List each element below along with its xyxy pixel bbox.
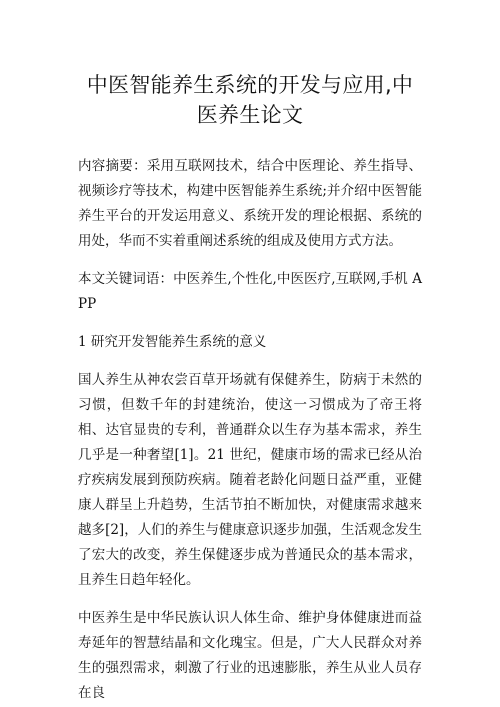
abstract-paragraph: 内容摘要：采用互联网技术，结合中医理论、养生指导、视频诊疗等技术，构建中医智能养生系统;并介绍中医智能养生平台的开发运用意义、系统开发的理论根据、系统的用处，华而不实着重阐述系统的组成及使用方式方法。	[78, 158, 422, 249]
body-paragraph-1: 国人养生从神农尝百草开场就有保健养生，防病于未然的习惯，但数千年的封建统治，使这一习惯成为了帝王将相、达官显贵的专利，普通群众以生存为基本需求，养生几乎是一种奢望[1]。21 世纪，健康市场的需求已经从治疗疾病发展到预防疾病。随着老龄化问题日益严重，亚健康人群呈上升趋势，生活节拍不断加快，对健康需求越来越多[2]，人们的养生与健康意识逐步加强，生活观念发生了宏大的改变，养生保健逐步成为普通民众的基本需求，且养生日趋年轻化。	[78, 372, 422, 588]
body-paragraph-2: 中医养生是中华民族认识人体生命、维护身体健康进而益寿延年的智慧结晶和文化瑰宝。但是，广大人民群众对养生的强烈需求，刺激了行业的迅速膨胀，养生从业人员存在良	[78, 610, 422, 701]
document-title: 中医智能养生系统的开发与应用,中医养生论文	[86, 73, 414, 127]
keywords-paragraph: 本文关键词语：中医养生,个性化,中医医疗,互联网,手机 APP	[78, 271, 422, 312]
section-heading: 1 研究开发智能养生系统的意义	[78, 334, 267, 350]
